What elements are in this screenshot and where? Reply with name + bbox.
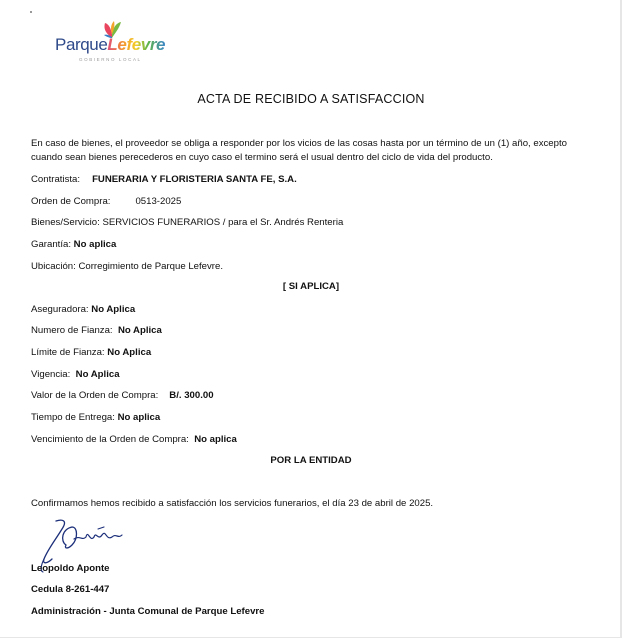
bienes-row <box>31 216 343 229</box>
vigencia-row <box>31 368 120 381</box>
orden-row <box>31 195 181 208</box>
confirmation-text: Confirmamos hemos recibido a satisfacción los servicios funerarios, el día 23 de abril de 2025. <box>31 498 434 509</box>
ubicacion-label: Ubicación: <box>31 261 76 272</box>
logo-tagline: GOBIERNO LOCAL <box>79 57 142 62</box>
tiempo-label: Tiempo de Entrega: <box>31 412 115 423</box>
bienes-value: SERVICIOS FUNERARIOS / para el Sr. Andrés Renteria <box>102 217 344 228</box>
stray-dot <box>30 11 32 13</box>
parque-lefevre-logo <box>55 20 195 70</box>
ubicacion-row <box>31 260 223 273</box>
logo-wordmark <box>55 35 165 55</box>
valor-row <box>31 389 214 402</box>
orden-label: Orden de Compra: <box>31 196 111 207</box>
garantia-row <box>31 238 116 251</box>
si-aplica-heading: [ SI APLICA] <box>282 281 340 292</box>
por-la-entidad-heading: POR LA ENTIDAD <box>270 455 352 466</box>
signer-name: Leopoldo Aponte <box>31 563 110 574</box>
ubicacion-value: Corregimiento de Parque Lefevre. <box>78 261 223 272</box>
signer-cedula: Cedula 8-261-447 <box>31 584 110 595</box>
vigencia-value: No Aplica <box>75 369 120 380</box>
vencimiento-label: Vencimiento de la Orden de Compra: <box>31 434 189 445</box>
garantia-label: Garantía: <box>31 239 71 250</box>
vencimiento-row <box>31 433 237 446</box>
valor-value: B/. 300.00 <box>169 390 214 401</box>
aseguradora-label: Aseguradora: <box>31 304 89 315</box>
limite-label: Límite de Fianza: <box>31 347 105 358</box>
garantia-value: No aplica <box>73 239 117 250</box>
document-title: ACTA DE RECIBIDO A SATISFACCION <box>197 92 425 106</box>
limite-row <box>31 346 151 359</box>
contratista-label: Contratista: <box>31 174 81 185</box>
tiempo-value: No aplica <box>117 412 161 423</box>
limite-value: No Aplica <box>107 347 152 358</box>
logo-word-plain: Parque <box>55 35 108 54</box>
signer-position: Administración - Junta Comunal de Parque Lefevre <box>31 606 265 617</box>
valor-label: Valor de la Orden de Compra: <box>31 390 159 401</box>
bienes-label: Bienes/Servicio: <box>31 217 100 228</box>
orden-value: 0513-2025 <box>135 196 182 207</box>
fianza-row <box>31 324 162 337</box>
contratista-value: FUNERARIA Y FLORISTERIA SANTA FE, S.A. <box>92 174 297 185</box>
terms-paragraph: En caso de bienes, el proveedor se obliga a responder por los vicios de las cosas hasta por un término de un (1) año, excepto cuando sean bienes perecederos en cuyo caso el termino será el usual dentro del ciclo de vida del producto. <box>31 138 567 163</box>
vigencia-label: Vigencia: <box>31 369 71 380</box>
logo-word-brand: Lefevre <box>107 35 166 54</box>
fianza-value: No Aplica <box>117 325 162 336</box>
vencimiento-value: No aplica <box>194 434 237 445</box>
aseguradora-value: No Aplica <box>91 304 136 315</box>
fianza-label: Numero de Fianza: <box>31 325 113 336</box>
contratista-row <box>31 173 297 186</box>
aseguradora-row <box>31 303 135 316</box>
tiempo-row <box>31 411 160 424</box>
